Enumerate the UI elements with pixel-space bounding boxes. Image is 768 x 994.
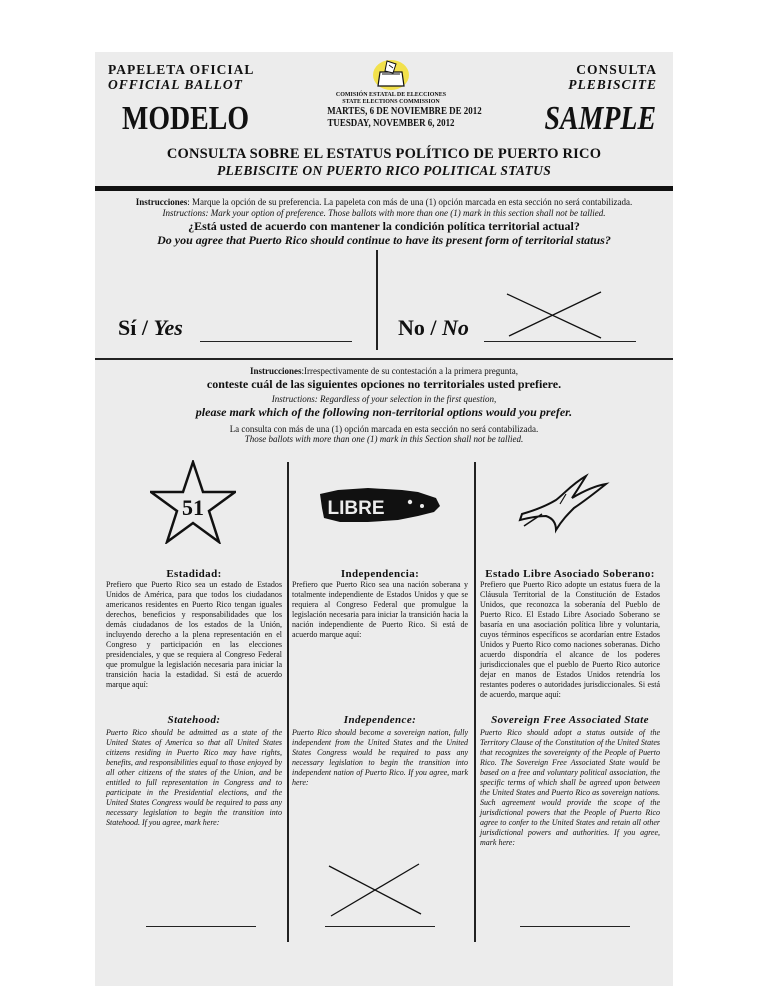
independence-mark-line[interactable]	[325, 926, 435, 927]
independence-heading-es: Independencia:	[340, 568, 420, 580]
libre-island-icon	[318, 482, 442, 528]
question-es: ¿Está usted de acuerdo con mantener la condición política territorial actual?	[188, 219, 580, 233]
question-en: Do you agree that Puerto Rico should continue to have its present form of territorial status?	[157, 233, 611, 247]
independence-text-en: Puerto Rico should become a sovereign nation, fully independent from the United States and the United States Congress would be required to pass any necessary legislation to begin the transition into independent nation of Puerto Rico. If you agree, mark here:	[292, 728, 468, 787]
no-option[interactable]	[398, 315, 469, 341]
fas-mark-line[interactable]	[520, 926, 630, 927]
official-ballot-es: PAPELETA OFICIAL	[108, 62, 255, 77]
election-date-en: TUESDAY, NOVEMBER 6, 2012	[327, 118, 455, 129]
statehood-mark-line[interactable]	[146, 926, 256, 927]
yes-label: Sí /	[118, 315, 148, 340]
fas-text-es: Prefiero que Puerto Rico adopte un estatus fuera de la Cláusula Territorial de la Constitución de Estados Unidos, que reconozca la soberanía del Pueblo de Puerto Rico. El Estado Libre Asociado Soberano se basaría en una asociación política libre y voluntaria, cuyos términos específicos se acordarían entre Estados Unidos y Puerto Rico como naciones soberanas. Dicho acuerdo dispondría el alcance de los poderes jurisdiccionales que el pueblo de Puerto Rico autorice dejar en manos de Estados Unidos retendría los restantes poderes o autoridades jurisdiccionales. Si está de acuerdo, marque aquí:	[480, 580, 660, 699]
yes-mark-line[interactable]	[200, 341, 352, 342]
star-51-icon	[150, 460, 236, 544]
instr-label: Instrucciones	[135, 197, 188, 207]
part2-instructions-es	[95, 366, 673, 377]
fas-heading-es: Estado Libre Asociado Soberano:	[485, 568, 655, 580]
no-label-en: No	[442, 315, 469, 340]
yes-no-divider	[376, 250, 378, 350]
section-divider	[95, 358, 673, 360]
logo-text-en: STATE ELECTIONS COMMISSION	[342, 99, 440, 105]
ballot-title-en: PLEBISCITE ON PUERTO RICO POLITICAL STATUS	[216, 163, 552, 178]
instr2-text: :Irrespectivamente de su contestación a la primera pregunta,	[301, 366, 518, 376]
instr-text: : Marque la opción de su preferencia. La papeleta con más de una (1) opción marcada en esta sección no será contabilizada.	[187, 197, 633, 207]
election-date-es: MARTES, 6 DE NOVIEMBRE DE 2012	[327, 106, 482, 117]
part2-note-es: La consulta con más de una (1) opción marcada en esta sección no será contabilizada.	[229, 424, 539, 434]
header-left	[108, 62, 254, 92]
sample-label: SAMPLE	[544, 100, 656, 137]
statehood-text-en: Puerto Rico should be admitted as a state of the United States of America so that all United States citizens residing in Puerto Rico may have rights, benefits, and responsibilities equal to those enjoyed by all other citizens of the states of the Union, and be entitled to full representation in Congress and to participate in the Presidential elections, and the United States Congress would be required to pass any necessary legislation to begin the transition into Statehood. If you agree, mark here:	[106, 728, 282, 827]
independence-text-es: Prefiero que Puerto Rico sea una nación soberana y totalmente independiente de Estados Unidos y que se requiera al Congreso Federal que promulgue la legislación necesaria para iniciar la transición hacia la nación independiente de Puerto Rico. Si está de acuerdo marque aquí:	[292, 580, 468, 639]
star-51-text: 51	[182, 495, 204, 520]
statehood-text-es: Prefiero que Puerto Rico sea un estado de Estados Unidos de América, para que todos los ciudadanos americanos residentes en Puerto Rico tengan iguales derechos, beneficios y responsabilidades que los demás ciudadanos de los estados de la Unión, incluyendo derecho a la plena representación en el Congreso y participación en las elecciones presidenciales, y que se requiera al Congreso Federal que promulgue la legislación necesaria para iniciar la transición hacia la estadidad. Si está de acuerdo marque aquí:	[106, 580, 282, 689]
independence-cross-mark	[325, 862, 425, 918]
column-divider-1	[287, 462, 289, 942]
header-right	[568, 62, 657, 92]
part1-instructions-en: Instructions: Mark your option of preference. Those ballots with more than one (1) mark in this section shall not be tallied.	[162, 208, 606, 218]
part2-instructions-en: Instructions: Regardless of your selection in the first question,	[271, 394, 497, 404]
yes-label-en: Yes	[153, 315, 183, 340]
statehood-heading-es: Estadidad:	[166, 568, 222, 580]
modelo-label: MODELO	[122, 100, 250, 137]
part2-question-en: please mark which of the following non-territorial options would you prefer.	[195, 405, 573, 419]
yes-option[interactable]	[118, 315, 183, 341]
commission-logo	[316, 58, 482, 130]
part1-instructions-es	[95, 197, 673, 208]
fas-heading-en: Sovereign Free Associated State	[491, 714, 649, 726]
instr2-label: Instrucciones	[250, 366, 302, 376]
part2-note-en: Those ballots with more than one (1) mark in this Section shall not be tallied.	[244, 434, 524, 444]
independence-heading-en: Independence:	[343, 714, 417, 726]
no-label: No /	[398, 315, 437, 340]
dove-icon	[516, 470, 612, 536]
plebiscite-en: PLEBISCITE	[568, 77, 657, 92]
no-mark-line[interactable]	[484, 341, 636, 342]
logo-text-es: COMISIÓN ESTATAL DE ELECCIONES	[335, 92, 447, 98]
column-divider-2	[474, 462, 476, 942]
official-ballot-en: OFFICIAL BALLOT	[108, 77, 243, 92]
no-cross-mark	[505, 290, 605, 340]
fas-text-en: Puerto Rico should adopt a status outside of the Territory Clause of the Constitution of the United States that recognizes the sovereignty of the People of Puerto Rico. The Sovereign Free Associated State would be based on a free and voluntary political association, the specific terms of which shall be agreed upon between the United States and Puerto Rico as sovereign nations. Such agreement would provide the scope of the jurisdictional powers that the People of Puerto Rico agree to confer to the United States and retain all other jurisdictional powers and authorities. If you agree, mark here:	[480, 728, 660, 847]
libre-text: LIBRE	[327, 498, 385, 519]
title-divider	[95, 186, 673, 191]
statehood-heading-en: Statehood:	[167, 714, 221, 726]
part2-question-es: conteste cuál de las siguientes opciones no territoriales usted prefiere.	[206, 377, 562, 391]
ballot-box-icon	[316, 58, 466, 92]
ballot-title-es: CONSULTA SOBRE EL ESTATUS POLÍTICO DE PUERTO RICO	[166, 146, 602, 162]
plebiscite-es: CONSULTA	[576, 62, 657, 77]
